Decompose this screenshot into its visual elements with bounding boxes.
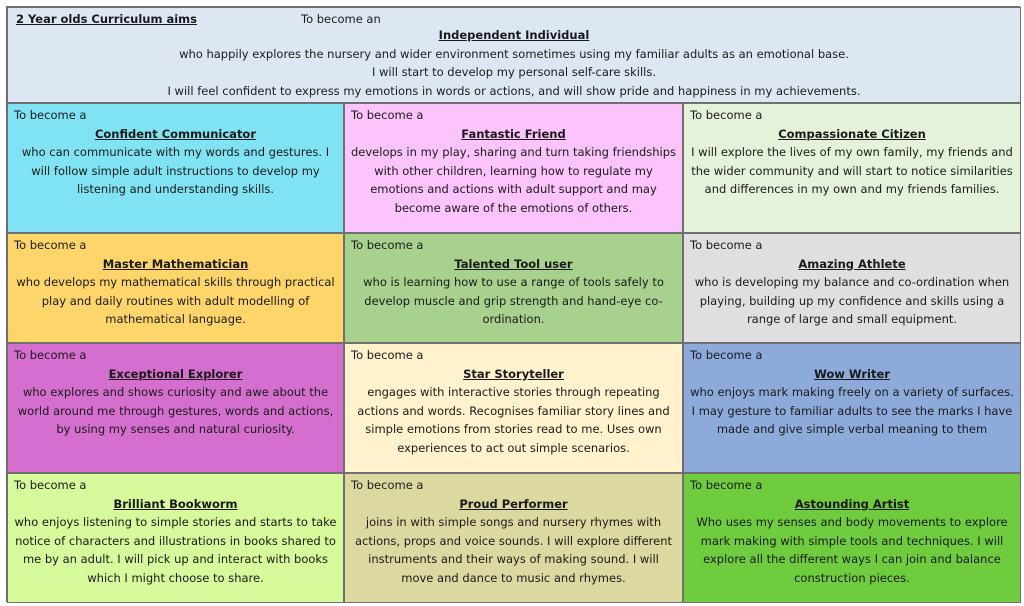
cell-text: who develops my mathematical skills through practical play and daily routines with adult modelling of mathematical language.	[16, 275, 335, 327]
cell-title: Exceptional Explorer	[108, 366, 243, 381]
cell-prefix: To become a	[690, 348, 763, 362]
header-line-3: I will feel confident to express my emotions in words or actions, and will show pride and happiness in my achievements.	[167, 83, 861, 98]
cell-compassionate-citizen	[683, 103, 1021, 233]
cell-proud-performer	[344, 473, 683, 603]
cell-text: I will explore the lives of my own family, my friends and the wider community and will start to notice similarities and differences in my own and my friends families.	[691, 145, 1013, 197]
curriculum-grid	[6, 6, 1020, 602]
cell-text: who can communicate with my words and gestures. I will follow simple adult instructions to develop my listening and understanding skills.	[21, 145, 330, 197]
cell-text: who enjoys listening to simple stories and starts to take notice of characters and illustrations in books shared to me by an adult. I will pick up and interact with books which I might choose to share.	[14, 515, 337, 585]
cell-title: Proud Performer	[459, 496, 568, 511]
cell-text: joins in with simple songs and nursery rhymes with actions, props and voice sounds. I will explore different instruments and their ways of making sound. I will move and dance to music and rhymes.	[355, 515, 672, 585]
cell-title: Master Mathematician	[102, 256, 249, 271]
cell-title: Wow Writer	[814, 366, 890, 381]
cell-title: Amazing Athlete	[798, 256, 906, 271]
cell-title: Compassionate Citizen	[778, 126, 926, 141]
cell-exceptional-explorer	[7, 343, 344, 473]
cell-text: who explores and shows curiosity and awe about the world around me through gestures, words and actions, by using my senses and natural curiosity.	[17, 385, 334, 437]
cell-prefix: To become a	[14, 108, 87, 122]
cell-master-mathematician	[7, 233, 344, 343]
header-title: Independent Individual	[438, 28, 590, 42]
cell-text: develops in my play, sharing and turn taking friendships with other children, learning how to regulate my emotions and actions with adult support and may become aware of the emotions of others.	[351, 145, 677, 215]
cell-wow-writer	[683, 343, 1021, 473]
cell-astounding-artist	[683, 473, 1021, 603]
cell-star-storyteller	[344, 343, 683, 473]
cell-prefix: To become a	[690, 108, 763, 122]
cell-prefix: To become a	[351, 238, 424, 252]
document-title: 2 Year olds Curriculum aims	[16, 12, 197, 26]
cell-brilliant-bookworm	[7, 473, 344, 603]
cell-text: Who uses my senses and body movements to explore mark making with simple tools and techniques. I will explore all the different ways I can join and balance construction pieces.	[696, 515, 1008, 585]
cell-text: who enjoys mark making freely on a variety of surfaces. I may gesture to familiar adults to see the marks I have made and give simple verbal meaning to them	[690, 385, 1014, 437]
cell-prefix: To become a	[351, 108, 424, 122]
cell-title: Astounding Artist	[794, 496, 910, 511]
cell-title: Confident Communicator	[94, 126, 257, 141]
cell-text: who is learning how to use a range of tools safely to develop muscle and grip strength and hand-eye co-ordination.	[363, 275, 664, 327]
cell-text: engages with interactive stories through repeating actions and words. Recognises familiar story lines and simple emotions from stories read to me. Uses own experiences to act out simple scenarios.	[357, 385, 670, 455]
cell-prefix: To become a	[14, 478, 87, 492]
cell-text: who is developing my balance and co-ordination when playing, building up my confidence and skills using a range of large and small equipment.	[694, 275, 1010, 327]
cell-prefix: To become a	[690, 478, 763, 492]
cell-prefix: To become a	[14, 238, 87, 252]
cell-prefix: To become a	[14, 348, 87, 362]
cell-talented-tool-user	[344, 233, 683, 343]
header-intro: To become an	[301, 12, 381, 26]
cell-fantastic-friend	[344, 103, 683, 233]
header-line-2: I will start to develop my personal self-care skills.	[371, 65, 657, 80]
cell-confident-communicator	[7, 103, 344, 233]
cell-prefix: To become a	[690, 238, 763, 252]
header-line-1: who happily explores the nursery and wider environment sometimes using my familiar adults as an emotional base.	[179, 46, 849, 61]
cell-title: Fantastic Friend	[461, 126, 566, 141]
header-cell	[7, 7, 1021, 103]
cell-prefix: To become a	[351, 348, 424, 362]
cell-amazing-athlete	[683, 233, 1021, 343]
cell-title: Star Storyteller	[463, 366, 564, 381]
cell-title: Talented Tool user	[454, 256, 573, 271]
cell-title: Brilliant Bookworm	[113, 496, 238, 511]
cell-prefix: To become a	[351, 478, 424, 492]
